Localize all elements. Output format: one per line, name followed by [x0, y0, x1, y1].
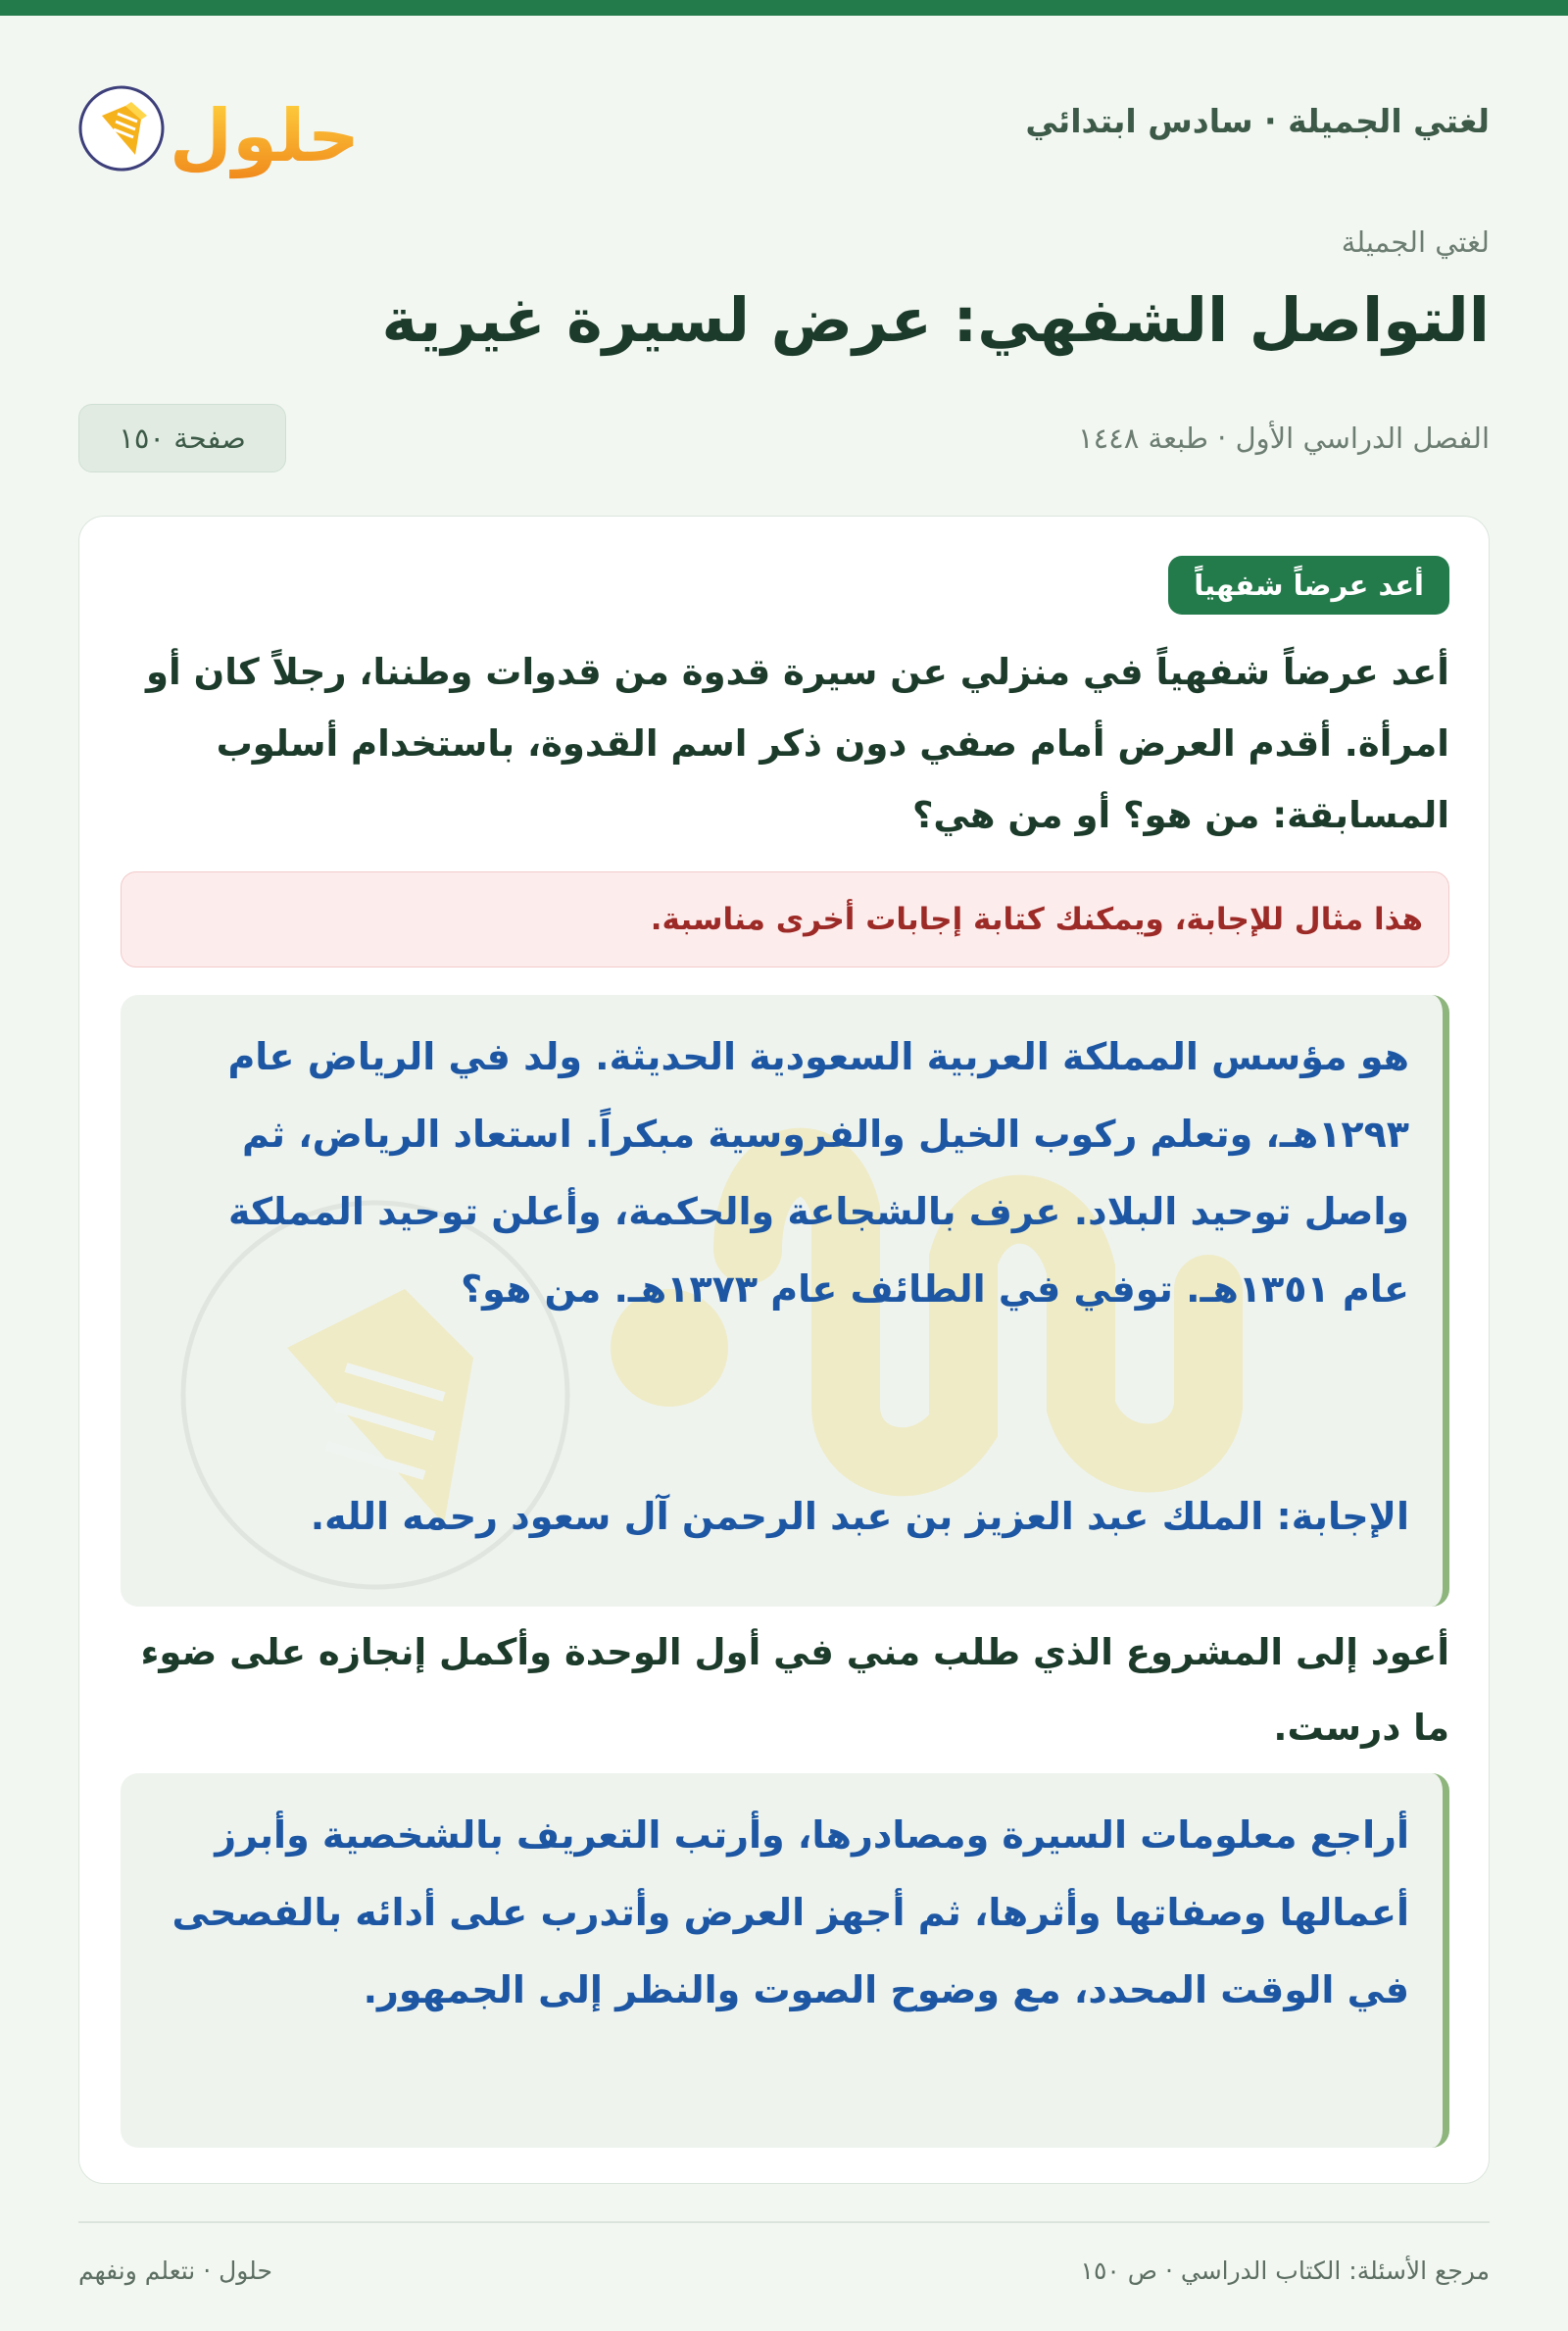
- edition-meta: الفصل الدراسي الأول · طبعة ١٤٤٨: [1078, 422, 1490, 455]
- task-answer-box: [121, 1773, 1449, 2148]
- task-text: أعود إلى المشروع الذي طلب مني في أول الوحدة وأكمل إنجازه على ضوء ما درست.: [140, 1631, 1449, 1749]
- footer-brand[interactable]: حلول · نتعلم ونفهم: [78, 2257, 272, 2285]
- answer-line: الإجابة: الملك عبد العزيز بن عبد الرحمن آل سعود رحمه الله.: [310, 1495, 1409, 1538]
- footer-divider: [78, 2221, 1490, 2223]
- page-number-badge: صفحة ١٥٠: [78, 404, 286, 472]
- example-note: هذا مثال للإجابة، ويمكنك كتابة إجابات أخرى مناسبة.: [121, 871, 1449, 967]
- subject-line: لغتي الجميلة · سادس ابتدائي: [1025, 102, 1490, 140]
- footer-reference: مرجع الأسئلة: الكتاب الدراسي · ص ١٥٠: [1080, 2257, 1490, 2285]
- logo-wordmark: حلول: [169, 94, 361, 178]
- question-tag: أعد عرضاً شفهياً: [1168, 556, 1449, 615]
- top-accent-bar: [0, 0, 1568, 16]
- answer-box: [121, 995, 1449, 1607]
- book-logo-icon: [78, 65, 363, 182]
- brand-logo[interactable]: [78, 65, 363, 182]
- answer-text: هو مؤسس المملكة العربية السعودية الحديثة. ولد في الرياض عام ١٢٩٣هـ، وتعلم ركوب الخيل والفروسية مبكراً. استعاد الرياض، ثم واصل توحيد البلاد. عرف بالشجاعة والحكمة، وأعلن توحيد المملكة عام ١٣٥١هـ. توفي في الطائف عام ١٣٧٣هـ. من هو؟: [227, 1035, 1409, 1311]
- task-answer-text: أراجع معلومات السيرة ومصادرها، وأرتب التعريف بالشخصية وأبرز أعمالها وصفاتها وأثرها، ثم أجهز العرض وأتدرب على أدائه بالفصحى في الوقت المحدد، مع وضوح الصوت والنظر إلى الجمهور.: [172, 1813, 1409, 2011]
- page-title: التواصل الشفهي: عرض لسيرة غيرية: [381, 284, 1490, 356]
- header: [78, 55, 1490, 192]
- question-text: أعد عرضاً شفهياً في منزلي عن سيرة قدوة من قدوات وطننا، رجلاً كان أو امرأة. أقدم العرض أمام صفي دون ذكر اسم القدوة، باستخدام أسلوب المسابقة: من هو؟ أو من هي؟: [146, 651, 1449, 836]
- breadcrumb[interactable]: لغتي الجميلة: [1341, 225, 1490, 259]
- question-card: [78, 516, 1490, 2184]
